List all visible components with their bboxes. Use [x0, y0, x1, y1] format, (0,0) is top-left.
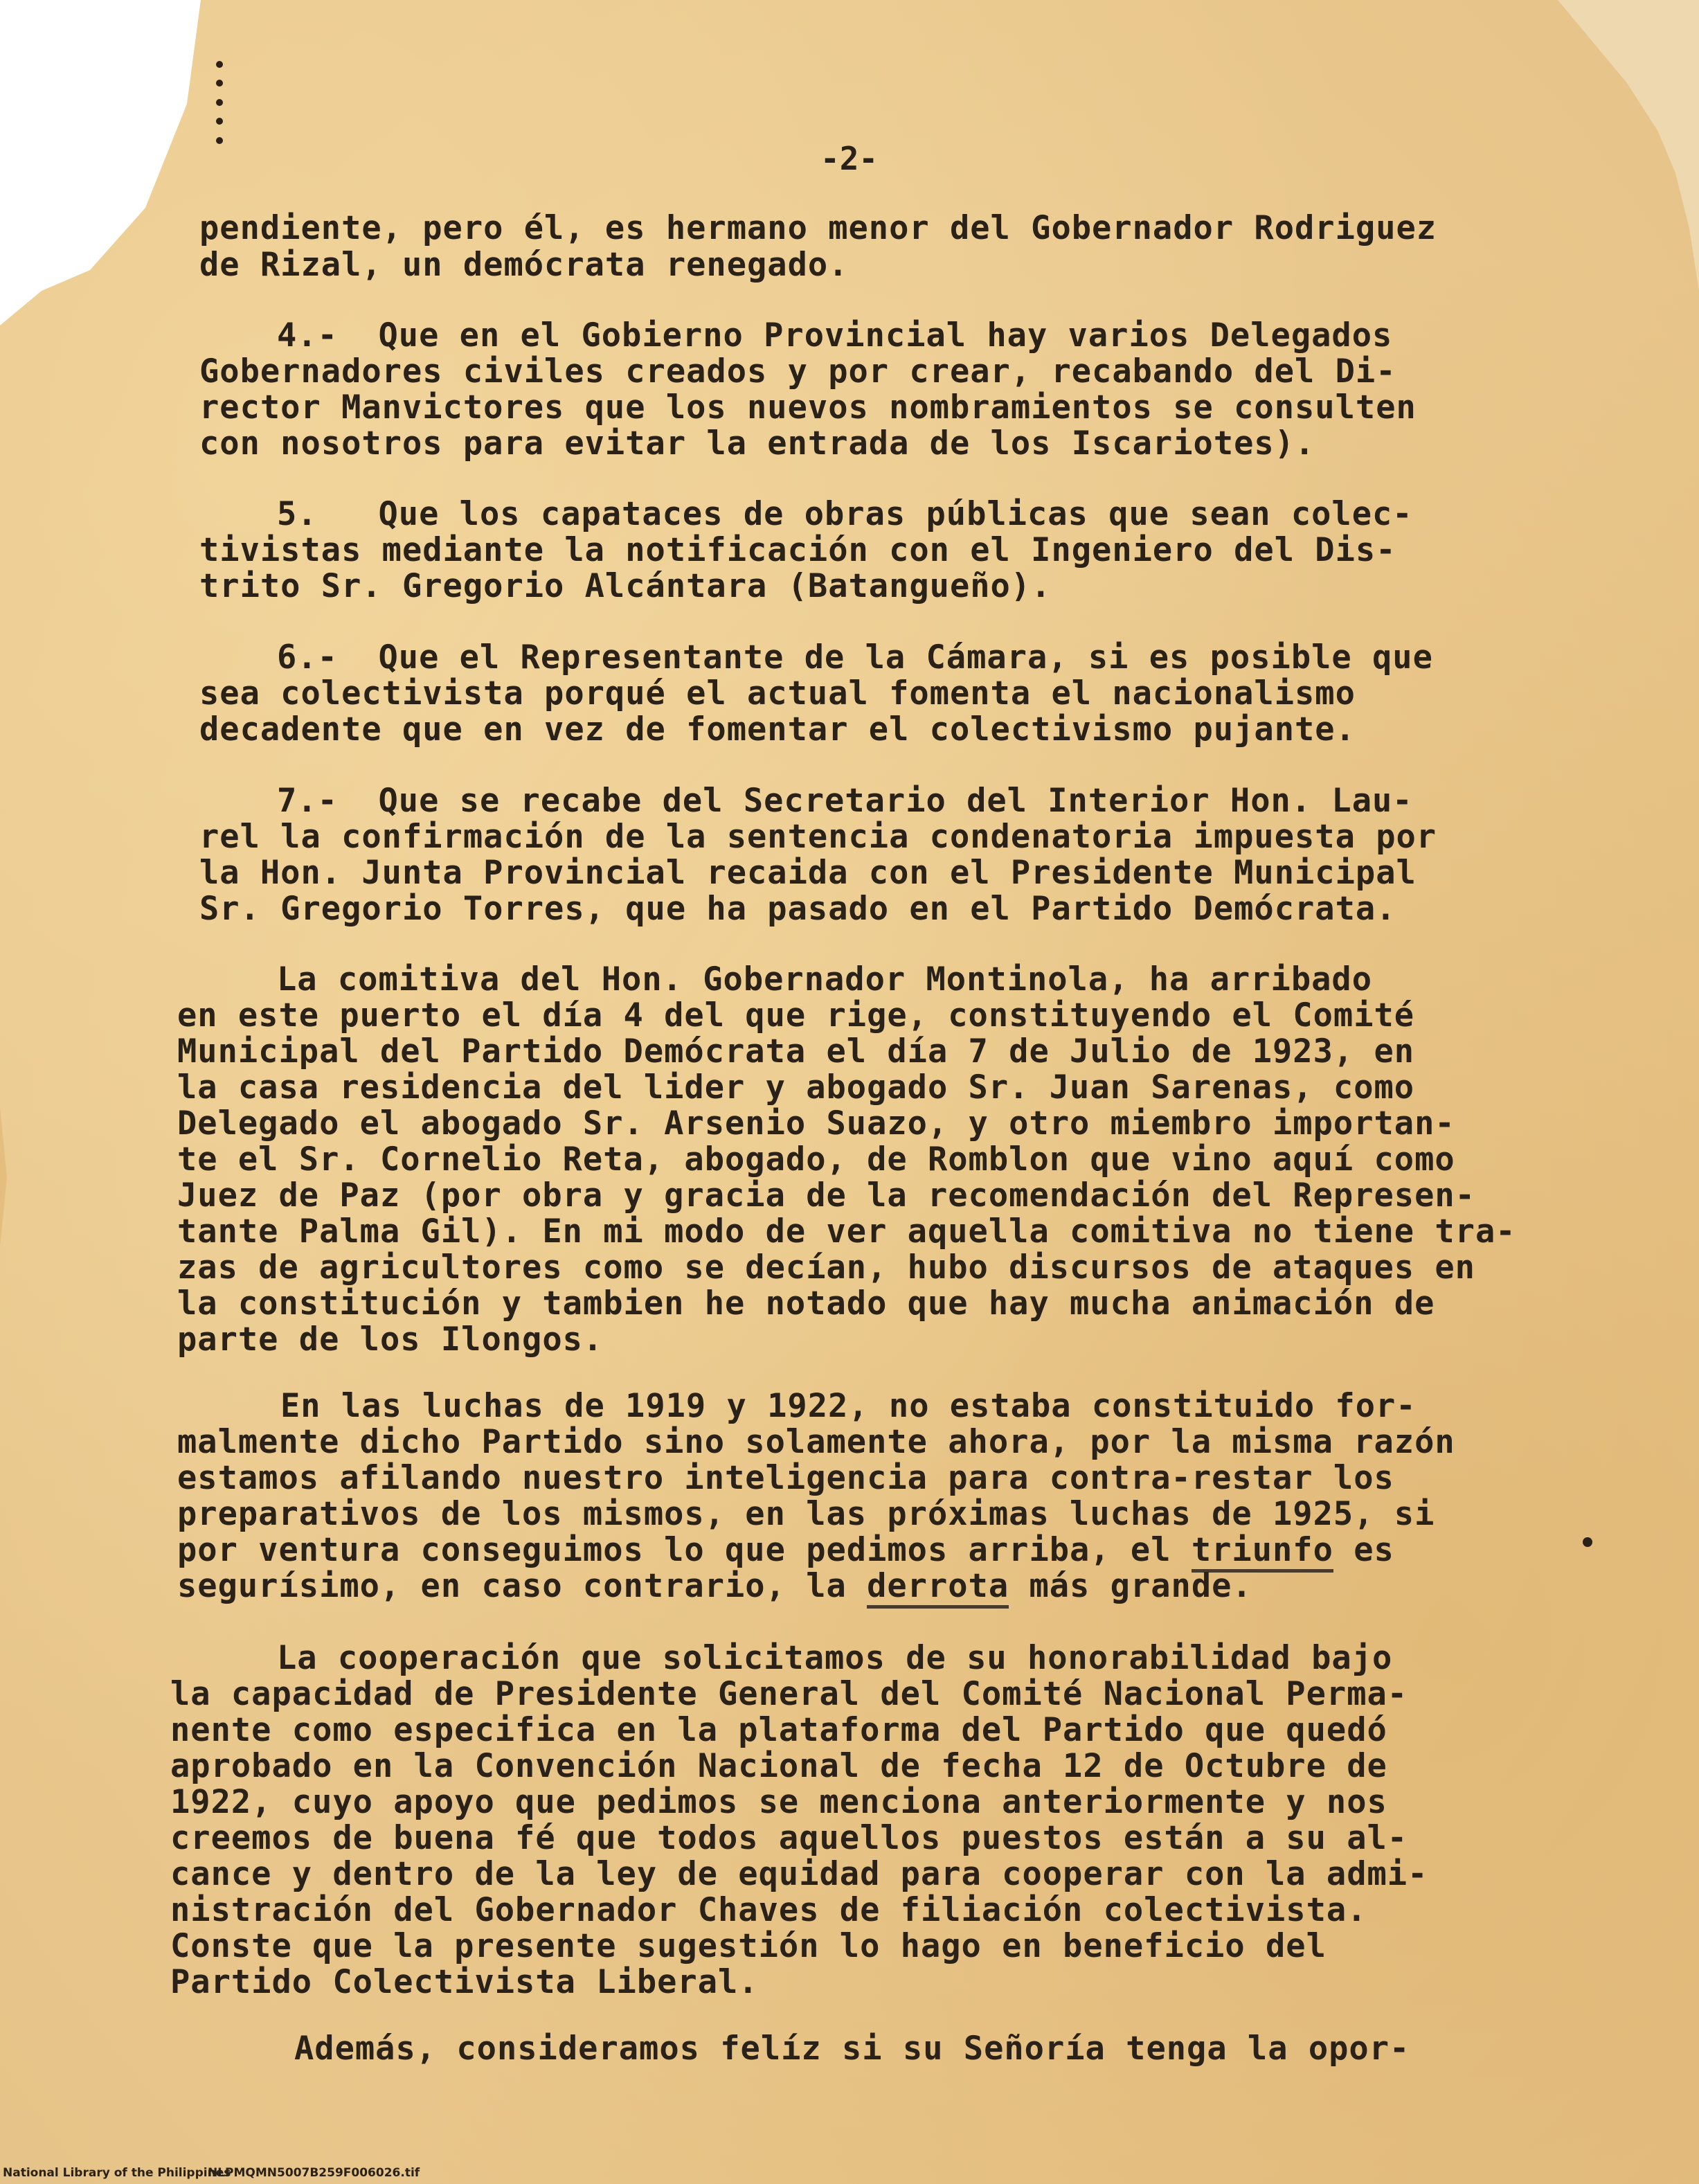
text-line: La comitiva del Hon. Gobernador Montinola, ha arribado	[277, 960, 1373, 999]
ink-mark	[1583, 1537, 1592, 1547]
text-line: zas de agricultores como se decían, hubo discursos de ataques en	[177, 1248, 1475, 1287]
text-line: Partido Colectivista Liberal.	[170, 1963, 759, 2001]
text-line: 5. Que los capataces de obras públicas que sean colec-	[277, 495, 1413, 533]
text-line: Además, consideramos felíz si su Señoría tenga la opor-	[294, 2030, 1410, 2068]
text-line: Sr. Gregorio Torres, que ha pasado en el Partido Demócrata.	[199, 890, 1396, 928]
text-line: 1922, cuyo apoyo que pedimos se menciona anteriormente y nos	[170, 1783, 1387, 1821]
text-line: parte de los Ilongos.	[177, 1321, 604, 1359]
underlined-word: triunfo	[1192, 1531, 1333, 1573]
text-segment: es	[1333, 1531, 1394, 1569]
text-line: Juez de Paz (por obra y gracia de la recomendación del Represen-	[177, 1176, 1475, 1215]
text-line: tante Palma Gil). En mi modo de ver aquella comitiva no tiene tra-	[177, 1212, 1516, 1251]
text-line: rector Manvictores que los nuevos nombramientos se consulten	[199, 388, 1417, 427]
text-line: nente como especifica en la plataforma del Partido que quedó	[170, 1711, 1387, 1749]
footer-source: National Library of the Philippines	[3, 2166, 231, 2180]
text-segment: más grande.	[1009, 1567, 1252, 1605]
text-line: creemos de buena fé que todos aquellos puestos están a su al-	[170, 1819, 1408, 1857]
text-line	[177, 1533, 1394, 1568]
text-line: La cooperación que solicitamos de su honorabilidad bajo	[277, 1639, 1393, 1677]
text-line: 4.- Que en el Gobierno Provincial hay varios Delegados	[277, 316, 1393, 355]
text-line: malmente dicho Partido sino solamente ahora, por la misma razón	[177, 1423, 1455, 1461]
text-segment: por ventura conseguimos lo que pedimos arriba, el	[177, 1531, 1192, 1569]
text-line: estamos afilando nuestro inteligencia para contra-restar los	[177, 1459, 1394, 1497]
text-line: la capacidad de Presidente General del Comité Nacional Perma-	[170, 1675, 1408, 1713]
footer-filename: NLPMQMN5007B259F006026.tif	[208, 2166, 420, 2180]
text-line: trito Sr. Gregorio Alcántara (Batangueño).	[199, 567, 1052, 605]
text-line: Delegado el abogado Sr. Arsenio Suazo, y otro miembro importan-	[177, 1104, 1455, 1143]
text-line: Conste que la presente sugestión lo hago en beneficio del	[170, 1927, 1327, 1965]
text-line: con nosotros para evitar la entrada de los Iscariotes).	[199, 424, 1315, 463]
text-line	[177, 1569, 1252, 1604]
text-line: Gobernadores civiles creados y por crear, recabando del Di-	[199, 352, 1396, 391]
archive-footer	[0, 2162, 1699, 2184]
text-line: 6.- Que el Representante de la Cámara, si es posible que	[277, 638, 1433, 677]
underlined-word: derrota	[867, 1567, 1009, 1609]
text-line: la Hon. Junta Provincial recaida con el Presidente Municipal	[199, 854, 1417, 892]
text-segment: segurísimo, en caso contrario, la	[177, 1567, 868, 1605]
text-line: decadente que en vez de fomentar el colectivismo pujante.	[199, 710, 1356, 749]
text-line: Municipal del Partido Demócrata el día 7 de Julio de 1923, en	[177, 1032, 1415, 1071]
text-line: preparativos de los mismos, en las próximas luchas de 1925, si	[177, 1495, 1435, 1533]
text-line: la constitución y tambien he notado que hay mucha animación de	[177, 1285, 1435, 1323]
text-line: de Rizal, un demócrata renegado.	[199, 246, 849, 284]
text-line: En las luchas de 1919 y 1922, no estaba constituido for-	[280, 1387, 1417, 1425]
text-line: sea colectivista porqué el actual fomenta el nacionalismo	[199, 674, 1356, 713]
text-line: en este puerto el día 4 del que rige, constituyendo el Comité	[177, 996, 1415, 1035]
text-line: pendiente, pero él, es hermano menor del Gobernador Rodriguez	[199, 209, 1437, 247]
text-line: rel la confirmación de la sentencia condenatoria impuesta por	[199, 818, 1437, 856]
text-line: aprobado en la Convención Nacional de fecha 12 de Octubre de	[170, 1747, 1387, 1785]
text-line: 7.- Que se recabe del Secretario del Interior Hon. Lau-	[277, 782, 1413, 820]
text-line: tivistas mediante la notificación con el Ingeniero del Dis-	[199, 531, 1396, 569]
text-line: la casa residencia del lider y abogado Sr. Juan Sarenas, como	[177, 1068, 1415, 1107]
text-line: cance y dentro de la ley de equidad para cooperar con la admi-	[170, 1855, 1428, 1893]
text-line: nistración del Gobernador Chaves de filiación colectivista.	[170, 1891, 1367, 1929]
text-line: te el Sr. Cornelio Reta, abogado, de Romblon que vino aquí como	[177, 1140, 1455, 1179]
page-number: -2-	[820, 140, 879, 177]
